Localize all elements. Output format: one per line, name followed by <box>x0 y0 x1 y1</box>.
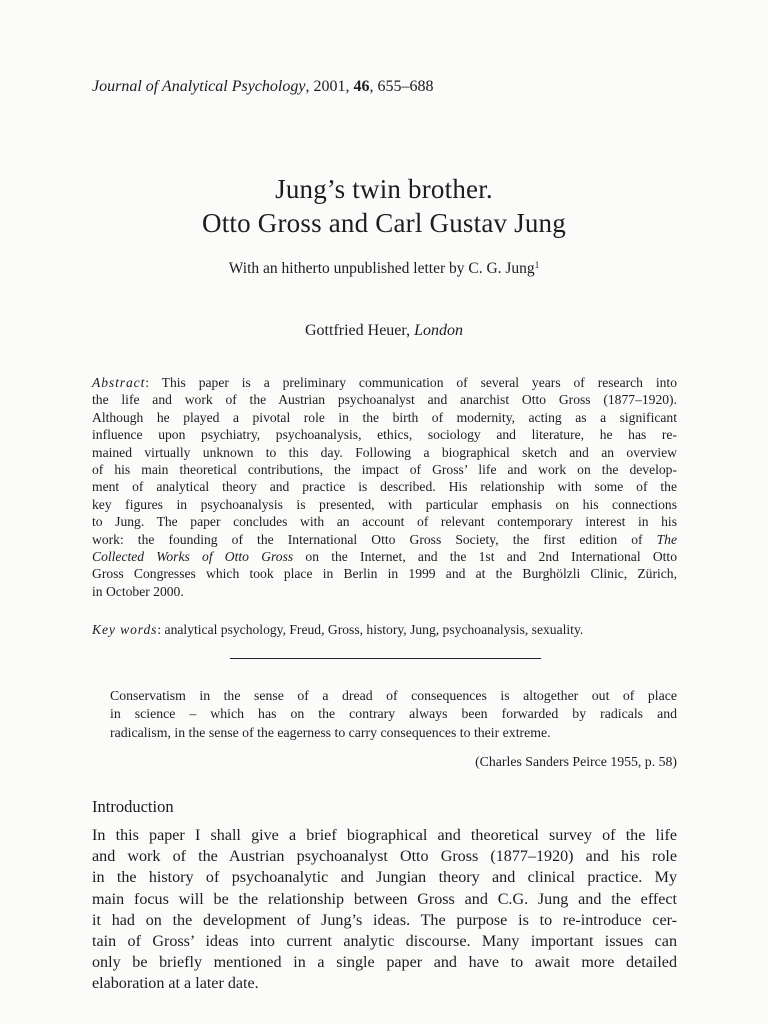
article-subtitle <box>0 258 768 280</box>
abstract-line: mained virtually unknown to this day. Following a biographical sketch and an overview <box>92 444 677 460</box>
collected-works-title-a: The <box>656 531 677 547</box>
abstract-label: Abstract <box>92 375 146 390</box>
abstract-line: ment of analytical theory and practice is described. His relationship with some of the <box>92 479 677 495</box>
abstract-line: the life and work of the Austrian psychoanalyst and anarchist Otto Gross (1877–1920). <box>92 392 677 408</box>
epigraph-line: radicalism, in the sense of the eagerness to carry consequences to their extreme. <box>110 724 551 740</box>
author-location: London <box>414 322 463 339</box>
abstract <box>92 374 677 600</box>
abstract-line: to Jung. The paper concludes with an account of relevant contemporary interest in his <box>92 514 677 530</box>
section-divider <box>230 658 541 659</box>
abstract-line: Although he played a pivotal role in the birth of modernity, acting as a significant <box>92 409 677 425</box>
body-line: and work of the Austrian psychoanalyst Otto Gross (1877–1920) and his role <box>92 848 677 866</box>
journal-name: Journal of Analytical Psychology <box>92 78 306 95</box>
author-name: Gottfried Heuer, <box>305 322 415 339</box>
journal-volume: 46 <box>353 78 370 95</box>
epigraph-citation: (Charles Sanders Peirce 1955, p. 58) <box>475 754 677 769</box>
epigraph-line: in science – which has on the contrary always been forwarded by radicals and <box>110 706 677 722</box>
footnote-mark: 1 <box>534 260 540 270</box>
epigraph-line: Conservatism in the sense of a dread of consequences is altogether out of place <box>110 688 677 703</box>
journal-year: , 2001, <box>305 78 354 95</box>
abstract-line: work: the founding of the International Otto Gross Society, the first edition of The <box>92 531 677 547</box>
introduction-paragraph <box>92 825 677 995</box>
body-line: In this paper I shall give a brief biographical and theoretical survey of the life <box>92 827 677 844</box>
abstract-line: in October 2000. <box>92 583 184 599</box>
article-title-line-2: Otto Gross and Carl Gustav Jung <box>202 208 566 238</box>
body-line: elaboration at a later date. <box>92 975 259 993</box>
keywords-list: : analytical psychology, Freud, Gross, history, Jung, psychoanalysis, sexuality. <box>157 622 584 637</box>
journal-citation-header <box>92 76 433 98</box>
abstract-line: key figures in psychoanalysis is presented, with particular emphasis on his connections <box>92 496 677 512</box>
journal-pages: , 655–688 <box>369 78 434 95</box>
abstract-line: influence upon psychiatry, psychoanalysis, ethics, sociology and literature, he has re- <box>92 427 677 443</box>
body-line: main focus will be the relationship between Gross and C.G. Jung and the effect <box>92 890 677 908</box>
abstract-line: of his main theoretical contributions, the impact of Gross’ life and work on the develop- <box>92 462 677 478</box>
keywords <box>92 621 677 639</box>
section-heading-introduction: Introduction <box>92 797 174 816</box>
abstract-line: Gross Congresses which took place in Berlin in 1999 and at the Burghölzli Clinic, Zürich, <box>92 566 677 582</box>
abstract-line: Collected Works of Otto Gross on the Internet, and the 1st and 2nd International Otto <box>92 549 677 565</box>
article-title-line-1: Jung’s twin brother. <box>275 174 493 204</box>
body-line: only be briefly mentioned in a single paper and have to await more detailed <box>92 954 677 972</box>
body-line: in the history of psychoanalytic and Jungian theory and clinical practice. My <box>92 869 677 887</box>
keywords-label: Key words <box>92 622 158 637</box>
author-byline <box>0 320 768 342</box>
body-line: it had on the development of Jung’s ideas. The purpose is to re-introduce cer- <box>92 911 677 929</box>
body-line: tain of Gross’ ideas into current analytic discourse. Many important issues can <box>92 933 677 951</box>
subtitle-text: With an hitherto unpublished letter by C. G. Jung <box>228 260 535 277</box>
collected-works-title-b: Collected Works of Otto Gross <box>92 549 294 565</box>
abstract-line: Abstract: This paper is a preliminary communication of several years of research into <box>92 375 677 390</box>
epigraph-quote <box>110 687 677 742</box>
